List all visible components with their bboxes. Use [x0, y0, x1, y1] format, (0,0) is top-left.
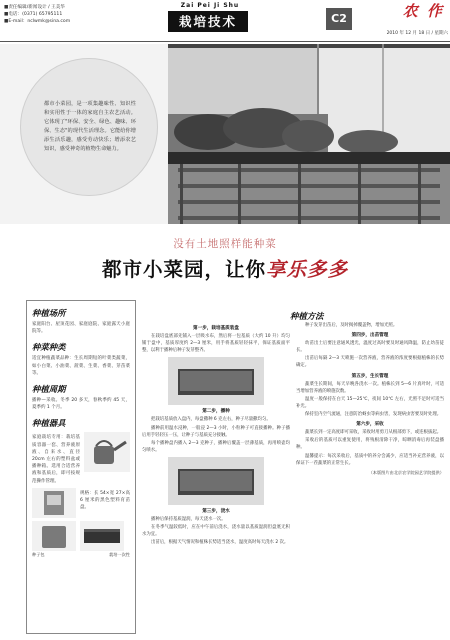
right-step-heading: 第四步，出苗管理 [351, 333, 389, 339]
mid-paragraph: 播种前用温水浸种，一般浸 2—3 小时，小粒种子可直接播种。种子播后用手轻轻压一压，让种子与基质充分接触。 [142, 425, 290, 438]
right-paragraph: 种子发芽出苗后，及时揭掉覆盖物，增加光照。 [305, 323, 398, 328]
newspaper-name: 农 作 [402, 2, 444, 20]
photo-credit: （本版图片由北京农学院园艺学院提供） [368, 469, 444, 475]
info-sidebar [26, 300, 136, 634]
right-paragraph: 蔬菜长到一定高度即可采收，采收时用剪刀从根部剪下，或连根拔起。 [305, 430, 442, 436]
editor-info [4, 4, 122, 25]
mid-step-heading: 第一步，栽培基质装盘 [193, 326, 239, 331]
intro-text: 都市小菜园，是一项集趣味性、知识性和实用性于一体的家庭自主农艺活动。它体现了"环保、安全、绿色、趣味、环保、生态"的现代生活理念。它能给你增添生活乐趣，感受劳动快乐；增添农艺知识，感受神奇的植物生命魅力。 [44, 101, 136, 152]
sidebar-heading-varieties: 种菜种类 [32, 342, 66, 353]
article-column-right [296, 322, 444, 638]
right-step-heading: 第五步，生长管理 [351, 373, 389, 379]
right-step-heading: 第六步，采收 [356, 422, 384, 428]
mid-step-heading: 第二步，播种 [202, 409, 230, 415]
mid-paragraph: 播种后保持基质湿润，每天浇水一次。 [151, 517, 226, 523]
publication-date: 2010 年 12 月 18 日 / 星期六 [386, 31, 448, 36]
planting-method-heading: 种植方法 [290, 311, 324, 321]
mid-paragraph: 在冬季气温较低时，应在中午前后浇水，浇水量以基质湿润但盘底无积水为宜。 [142, 525, 290, 538]
sidebar-text-tools: 家庭栽培专用：栽培基质容器一套、营养液原液、自来水、直径 20cm 左右的塑料盆或播种箱。选用合适营养液和基质后，即可按规范操作管理。 [32, 435, 80, 484]
page-number-badge: C2 [326, 8, 352, 30]
sidebar-heading-cycle: 种植周期 [32, 384, 66, 395]
sidebar-text-varieties: 适宜种植蔬菜品种：生长周期短的叶菜类蔬菜，如小白菜、小油菜、菠菜、生菜、香菜、芽苗菜等。 [32, 356, 130, 376]
growing-tray-image [80, 521, 124, 551]
seed-packet-image [32, 488, 76, 518]
phone-line: ■电话：(0371) 65795111 [4, 12, 63, 17]
section-pinyin: Zai Pei Ji Shu [180, 2, 240, 9]
headline-black-part: 都市小菜园，让你 [101, 258, 266, 281]
email-line: ■E-mail：nclwmk@sina.com [4, 19, 71, 24]
right-paragraph: 温馨提示：每次采收后，基质中的养分会减少，应适当补充营养液，以保证下一茬蔬菜的正常生长。 [296, 453, 444, 466]
right-paragraph: 出苗后每隔 2—3 天喷施一次营养液，营养液的浓度要根据植株的长势确定。 [296, 356, 444, 369]
mid-paragraph: 每个播种盘内播入 2—3 克种子，播种后覆盖一层薄基质，再用喷壶均匀喷水。 [142, 440, 290, 453]
headline-red-part: 享乐多多 [266, 258, 349, 281]
mid-paragraph: 把栽培基质放入盘内，每盘撒种 6 克左右，种子尽量撒均匀。 [151, 417, 271, 423]
editor-line: ■责任编辑/新闻设计 / 王美华 [4, 5, 65, 10]
sidebar-text-tray-spec: 规格：长 54×宽 27×高 6 厘米的黑色塑料育苗盘。 [80, 490, 130, 511]
mid-step-heading: 第三步，浇水 [202, 508, 230, 514]
seed-bag-image [32, 521, 76, 551]
sidebar-text-cycle: 播种—采收。冬季 20 多天，春秋季约 45 天，夏季约 1 个月。 [32, 398, 130, 411]
right-paragraph: 幼苗出土后要注意通风透光，温度过高时要及时通风降温，防止幼苗徒长。 [296, 341, 444, 354]
right-paragraph: 温度一般保持在白天 15—25℃，夜间 10℃ 左右，光照不足时可适当补光。 [296, 396, 444, 409]
mid-paragraph: 在栽培盘底部先铺入一层吸水布，然后将一包基质（大约 10 升）均匀铺于盘中，基质厚度约 2—3 厘米，用手将基质轻轻抹平，保证基质面平整，以利于播种后种子发芽整齐。 [142, 334, 290, 354]
balcony-photo-illustration [168, 44, 450, 224]
right-paragraph: 保持室内空气流通，注意防治蚜虫等病虫害，发现病虫害要及时处理。 [305, 412, 442, 418]
caption-seed-packet: 种子包 [32, 551, 45, 557]
sidebar-text-location: 家庭阳台、屋顶花园、家庭庭院、家庭露天小庭院等。 [32, 322, 130, 335]
mid-paragraph: 出苗后，根据天气情况和植株长势适当浇水，温度高时每天浇水 2 次。 [151, 540, 289, 546]
mid-step-photo-7 [168, 457, 264, 505]
article-column-middle [142, 322, 290, 638]
sidebar-heading-location: 种植场所 [32, 308, 66, 318]
main-headline [0, 254, 450, 282]
masthead [0, 0, 450, 42]
balcony-garden-photo [168, 44, 450, 224]
mid-step-photo-2 [168, 357, 264, 405]
right-paragraph: 蔬菜生长期间，每天早晚各浇水一次。植株长到 5—6 片真叶时，可适当增加营养液的喷施次数。 [296, 381, 444, 394]
section-title: 栽培技术 [168, 11, 248, 32]
watering-can-image [84, 432, 130, 472]
subheadline: 没有土地照样能种菜 [173, 238, 277, 250]
right-paragraph: 采收后的基质可以重复使用，将残根清除干净，晾晒消毒后再装盘播种。 [296, 438, 444, 451]
caption-tray: 栽培一次性 [109, 551, 130, 557]
sidebar-heading-tools: 种植器具 [32, 418, 66, 429]
